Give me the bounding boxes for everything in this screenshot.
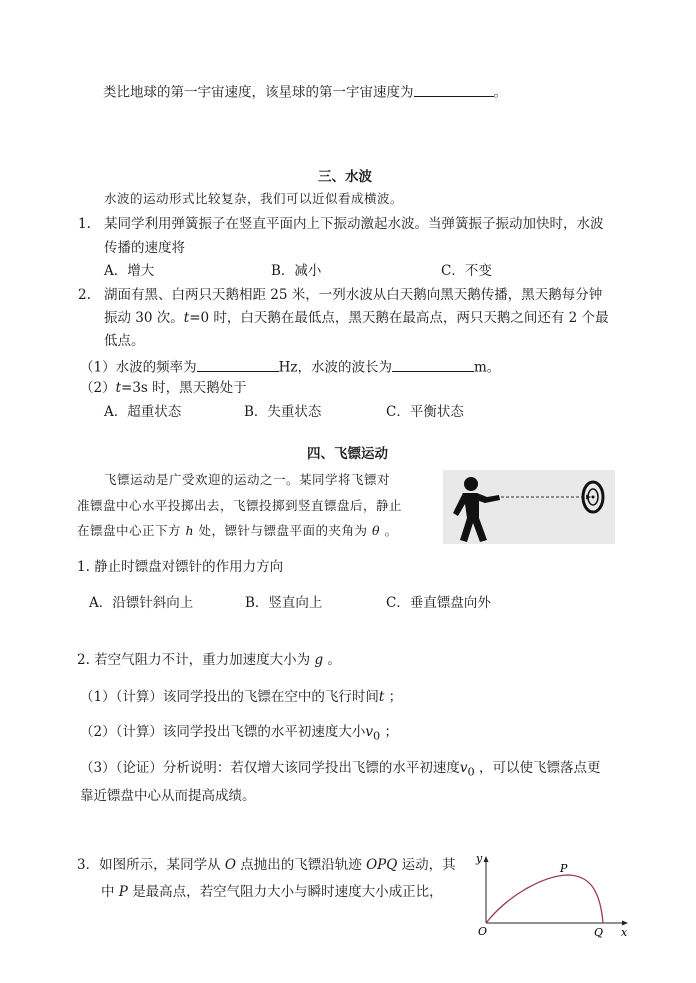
section-title-dart: 四、飞镖运动 — [307, 446, 388, 462]
q1-line1: 某同学利用弹簧振子在竖直平面内上下振动激起水波。当弹簧振子振动加快时，水波 — [104, 216, 604, 232]
point-q-label: Q — [594, 926, 604, 939]
q2-sub1 — [80, 357, 500, 375]
s4-q3-a: 3．如图所示，某同学从 — [77, 857, 221, 873]
s4-q2-sub1-b: ； — [388, 689, 403, 705]
section4-intro-line2: 准镖盘中心水平投掷出去，飞镖投掷到竖直镖盘后，静止 — [77, 498, 403, 513]
origin-label: O — [478, 925, 488, 938]
q2-sub1-b: Hz，水波的波长为 — [278, 359, 392, 376]
s4-q3-line2-b: 是最高点，若空气阻力大小与瞬时速度大小成正比， — [132, 884, 443, 900]
s4-q2-sub1 — [80, 690, 402, 705]
intro-line3-a: 在镖盘中心正下方 — [77, 523, 182, 538]
q2-sub1-c: m。 — [473, 359, 501, 376]
s4-q3-c: 运动，其 — [401, 857, 456, 873]
var-t: t — [378, 689, 385, 705]
s4-q1-option-c[interactable]: C．垂直镖盘向外 — [386, 595, 491, 611]
s4-q2-b: 。 — [327, 652, 341, 668]
s4-q1-text: 1. 静止时镖盘对镖针的作用力方向 — [77, 559, 284, 575]
q2-line3: 低点。 — [104, 333, 145, 349]
s4-q3-line2-a: 中 — [101, 884, 115, 900]
var-g: g — [314, 652, 324, 668]
point-p-label: P — [560, 862, 568, 875]
q2-number: 2. — [78, 287, 91, 303]
s4-q2-sub3-b: ，可以使飞镖落点更 — [478, 760, 601, 776]
y-axis-label: y — [476, 852, 483, 865]
dart-thrower-illustration — [443, 470, 615, 544]
var-P: P — [118, 884, 128, 900]
s4-q3-line1 — [77, 858, 456, 873]
s4-q2-sub2-a: （2）（计算）该同学投出飞镖的水平初速度大小 — [80, 724, 366, 740]
var-h: h — [185, 523, 195, 538]
intro-line3-b: 处，镖针与镖盘平面的夹角为 — [198, 523, 368, 538]
q2-var-t: t — [183, 310, 190, 326]
top-line-text: 类比地球的第一宇宙速度，该星球的第一宇宙速度为 — [103, 84, 414, 101]
s4-q2-sub1-a: （1）（计算）该同学投出的飞镖在空中的飞行时间 — [80, 689, 379, 705]
var-OPQ: OPQ — [366, 857, 398, 873]
var-theta: θ — [372, 523, 381, 538]
section3-intro: 水波的运动形式比较复杂，我们可以近似看成横波。 — [104, 191, 404, 206]
trajectory-curve — [486, 875, 603, 923]
trajectory-graph — [470, 848, 640, 940]
s4-q2-text — [77, 653, 341, 668]
q1-option-a[interactable]: A．增大 — [104, 263, 155, 279]
section4-intro-line1: 飞镖运动是广受欢迎的运动之一。某同学将飞镖对 — [104, 472, 391, 487]
q2-line1: 湖面有黑、白两只天鹅相距 25 米，一列水波从白天鹅向黑天鹅传播，黑天鹅每分钟 — [104, 287, 603, 303]
s4-q3-b: 点抛出的飞镖沿轨迹 — [240, 857, 362, 873]
frequency-blank[interactable] — [197, 357, 279, 372]
q2-option-a[interactable]: A．超重状态 — [104, 404, 182, 420]
var-v-sub: 0 — [372, 729, 381, 743]
answer-blank[interactable] — [414, 82, 494, 97]
var-v: v — [365, 724, 373, 740]
q2-sub1-a: （1）水波的频率为 — [80, 359, 197, 376]
q1-option-b[interactable]: B．减小 — [271, 263, 322, 279]
wavelength-blank[interactable] — [392, 357, 474, 372]
s4-q2-sub2 — [80, 725, 398, 743]
thrower-and-dartboard-icon — [443, 470, 615, 544]
q2-option-c[interactable]: C．平衡状态 — [386, 404, 464, 420]
x-axis-arrow — [622, 921, 628, 926]
s4-q2-sub3-a: （3）（论证）分析说明：若仅增大该同学投出飞镖的水平初速度 — [80, 760, 460, 776]
q2-line2-prefix: 振动 30 次。 — [104, 310, 184, 326]
q2-sub2 — [80, 381, 247, 396]
top-line-end: 。 — [493, 84, 507, 101]
section4-intro-line3 — [77, 524, 398, 538]
s4-q2-sub2-b: ； — [384, 724, 398, 740]
intro-line3-c: 。 — [384, 523, 398, 538]
top-line — [103, 82, 507, 100]
x-axis-label: x — [621, 926, 628, 939]
q2-line2 — [104, 311, 609, 326]
q1-line2: 传播的速度将 — [104, 240, 185, 256]
s4-q2-sub3-line2: 靠近镖盘中心从而提高成绩。 — [80, 788, 256, 804]
y-axis-arrow — [484, 856, 489, 862]
s4-q3-line2 — [101, 885, 443, 900]
q1-option-c[interactable]: C．不变 — [441, 263, 492, 279]
q2-sub2-rest: =3s 时，黑天鹅处于 — [121, 380, 247, 396]
var-v-sub: 0 — [467, 765, 475, 779]
q2-sub2-prefix: （2） — [80, 380, 116, 396]
q2-sub2-var-t: t — [115, 380, 122, 396]
s4-q1-option-b[interactable]: B．竖直向上 — [245, 595, 323, 611]
q2-option-b[interactable]: B．失重状态 — [244, 404, 322, 420]
var-O: O — [224, 857, 236, 873]
s4-q2-sub3 — [80, 761, 600, 779]
s4-q2-a: 2. 若空气阻力不计，重力加速度大小为 — [77, 652, 311, 668]
section-title-water-wave: 三、水波 — [318, 169, 372, 185]
var-v: v — [459, 760, 468, 776]
s4-q1-option-a[interactable]: A．沿镖针斜向上 — [89, 595, 194, 611]
q2-line2-rest: =0 时，白天鹅在最低点，黑天鹅在最高点，两只天鹅之间还有 2 个最 — [189, 310, 609, 326]
q1-number: 1. — [78, 216, 91, 232]
